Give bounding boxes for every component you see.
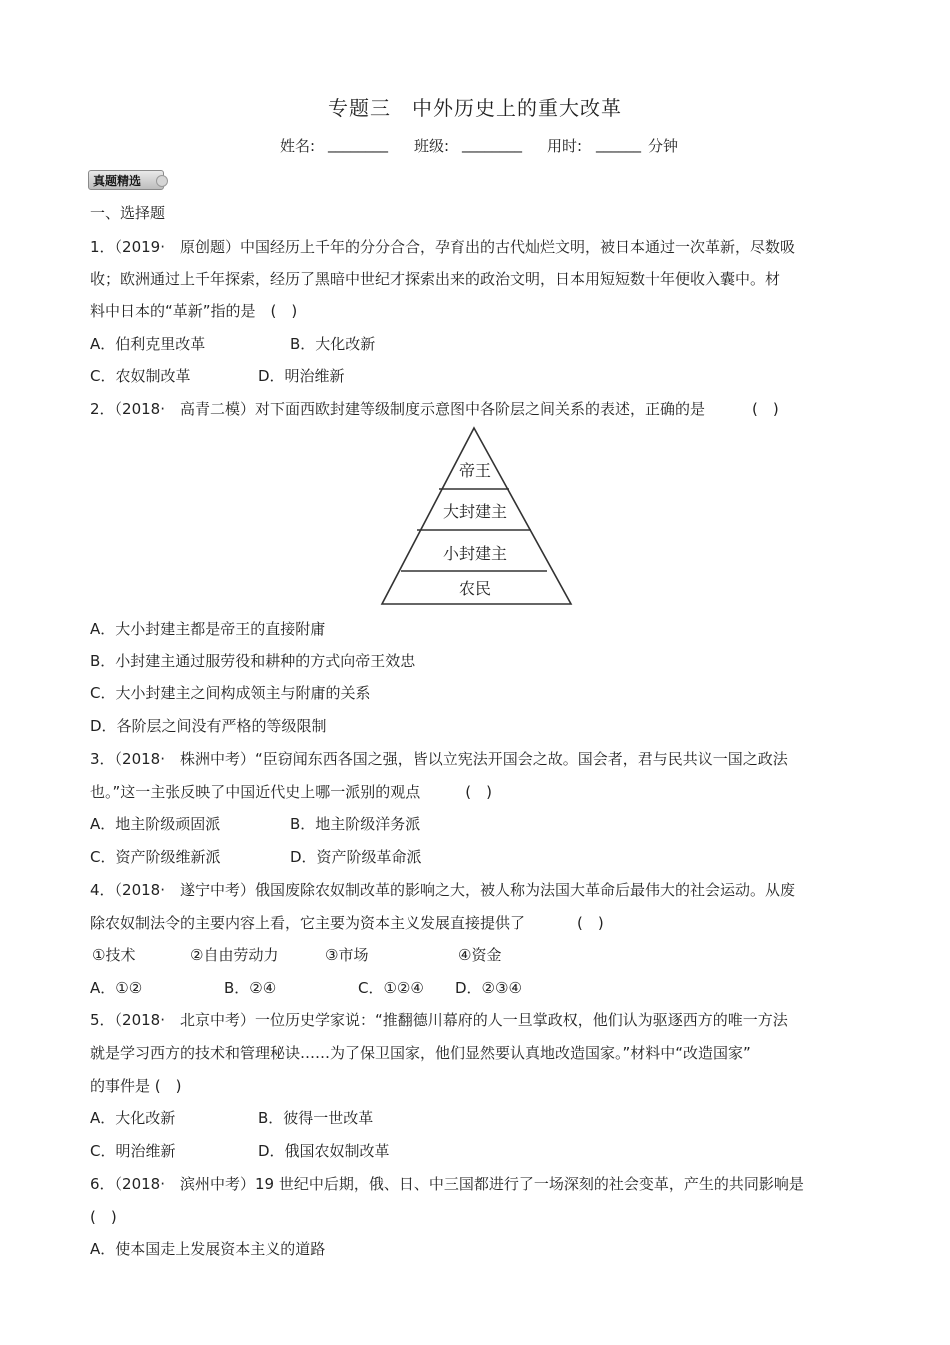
q4-line: 4．（2018· 遂宁中考）俄国废除农奴制改革的影响之大，被人称为法国大革命后最伟大的社会运动。从废 xyxy=(90,881,795,899)
q2-option-a[interactable]: A．大小封建主都是帝王的直接附庸 xyxy=(90,620,326,638)
badge-label: 真题精选 xyxy=(93,174,142,188)
name-label: 姓名: xyxy=(280,137,316,155)
q5-line: 5．（2018· 北京中考）一位历史学家说：“推翻德川幕府的人一旦掌政权，他们认为驱逐西方的唯一方法 xyxy=(90,1011,788,1029)
q3-line: 3．（2018· 株洲中考）“臣窃闻东西各国之强，皆以立宪法开国会之故。国会者，君与民共议一国之政法 xyxy=(90,750,788,768)
q3-option-d[interactable]: D．资产阶级革命派 xyxy=(290,848,422,866)
q3-option-a[interactable]: A．地主阶级顽固派 xyxy=(90,815,221,833)
pyramid-level-emperor: 帝王 xyxy=(458,461,492,480)
q5-line: 就是学习西方的技术和管理秘诀……为了保卫国家，他们显然要认真地改造国家。”材料中“改造国家” xyxy=(90,1044,751,1062)
q4-option-a[interactable]: A．①② xyxy=(90,979,143,997)
q2-paren: ( ) xyxy=(752,400,779,418)
q6-line: 6．（2018· 滨州中考）19 世纪中后期，俄、日、中三国都进行了一场深刻的社会变革，产生的共同影响是 xyxy=(90,1175,804,1193)
q3-option-c[interactable]: C．资产阶级维新派 xyxy=(90,848,221,866)
q4-item: ④资金 xyxy=(458,946,502,964)
pyramid-level-great-lords: 大封建主 xyxy=(442,502,508,521)
name-field[interactable]: ________ xyxy=(328,135,388,153)
section-badge xyxy=(88,170,164,190)
q1-option-b[interactable]: B．大化改新 xyxy=(290,335,376,353)
q5-line: 的事件是 ( ) xyxy=(90,1077,182,1095)
q6-line: ( ) xyxy=(90,1208,117,1226)
q1-option-a[interactable]: A．伯利克里改革 xyxy=(90,335,206,353)
badge-dot-icon xyxy=(156,175,168,187)
q5-option-d[interactable]: D．俄国农奴制改革 xyxy=(258,1142,390,1160)
q4-option-c[interactable]: C．①②④ xyxy=(358,979,424,997)
pyramid-level-peasants: 农民 xyxy=(458,579,492,598)
q2-option-b[interactable]: B．小封建主通过服劳役和耕种的方式向帝王效忠 xyxy=(90,652,416,670)
pyramid-level-lesser-lords: 小封建主 xyxy=(442,544,508,563)
q3-option-b[interactable]: B．地主阶级洋务派 xyxy=(290,815,421,833)
q1-option-d[interactable]: D．明治维新 xyxy=(258,367,345,385)
class-field[interactable]: ________ xyxy=(462,135,522,153)
q4-line: 除农奴制法令的主要内容上看，它主要为资本主义发展直接提供了 xyxy=(90,914,526,932)
feudal-pyramid-diagram xyxy=(378,424,578,608)
time-unit: 分钟 xyxy=(648,137,679,155)
section-heading: 一、选择题 xyxy=(90,204,166,222)
q1-option-c[interactable]: C．农奴制改革 xyxy=(90,367,191,385)
q2-option-c[interactable]: C．大小封建主之间构成领主与附庸的关系 xyxy=(90,684,371,702)
q1-line: 1．（2019· 原创题）中国经历上千年的分分合合，孕育出的古代灿烂文明，被日本通过一次革新，尽数吸 xyxy=(90,238,795,256)
q5-option-a[interactable]: A．大化改新 xyxy=(90,1109,176,1127)
q5-option-c[interactable]: C．明治维新 xyxy=(90,1142,176,1160)
q5-option-b[interactable]: B．彼得一世改革 xyxy=(258,1109,374,1127)
q6-option-a[interactable]: A．使本国走上发展资本主义的道路 xyxy=(90,1240,326,1258)
q3-line: 也。”这一主张反映了中国近代史上哪一派别的观点 ( ) xyxy=(90,783,492,801)
q2-option-d[interactable]: D．各阶层之间没有严格的等级限制 xyxy=(90,717,327,735)
q1-line: 料中日本的“革新”指的是 ( ) xyxy=(90,302,298,320)
q4-option-b[interactable]: B．②④ xyxy=(224,979,277,997)
q4-item: ①技术 xyxy=(92,946,136,964)
page-title: 专题三 中外历史上的重大改革 xyxy=(328,96,622,120)
q4-item: ③市场 xyxy=(325,946,369,964)
q4-item: ②自由劳动力 xyxy=(190,946,279,964)
time-field[interactable]: ______ xyxy=(596,135,641,153)
q4-option-d[interactable]: D．②③④ xyxy=(455,979,522,997)
time-label: 用时: xyxy=(547,137,583,155)
q4-paren: ( ) xyxy=(577,914,604,932)
q1-line: 收；欧洲通过上千年探索，经历了黑暗中世纪才探索出来的政治文明，日本用短短数十年便收入囊中。材 xyxy=(90,270,781,288)
class-label: 班级: xyxy=(414,137,450,155)
q2-line: 2．（2018· 高青二模）对下面西欧封建等级制度示意图中各阶层之间关系的表述，正确的是 xyxy=(90,400,705,418)
